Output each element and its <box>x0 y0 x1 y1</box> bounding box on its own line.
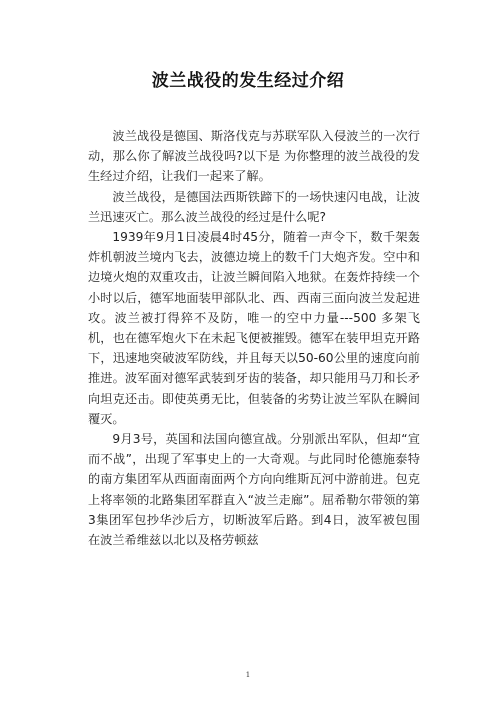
paragraph-war-declaration: 9月3号，英国和法国向德宣战。分别派出军队，但却“宣而不战”，出现了军事史上的一大奇观。与此同时伦德施泰特的南方集团军从西面南面两个方向向维斯瓦河中游前进。包克上将率领的北路集团军群直入“波兰走廊”。屈希勒尔带领的第3集团军包抄华沙后方，切断波军后路。到4日，波军被包围在波兰希维兹以北以及格劳顿兹 <box>88 432 420 548</box>
article-body <box>88 126 420 550</box>
page-title: 波兰战役的发生经过介绍 <box>151 71 345 91</box>
paragraph-invasion: 1939年9月1日凌晨4时45分，随着一声令下，数千架轰炸机朝波兰境内飞去，波德边境上的数千门大炮齐发。空中和边境火炮的双重攻击，让波兰瞬间陷入地狱。在轰炸持续一个小时以后，德军地面装甲部队北、西、西南三面向波兰发起进攻。波兰被打得猝不及防，唯一的空中力量---500 多架飞机，也在德军炮火下在未起飞便被摧毁。德军在装甲坦克开路下，迅速地突破波军防线，并且每天以50-60公里的速度向前推进。波军面对德军武装到牙齿的装备，却只能用马刀和长矛向坦克还击。即使英勇无比，但装备的劣势让波兰军队在瞬间覆灭。 <box>88 230 420 426</box>
page-number: 1 <box>245 671 251 679</box>
paragraph-question: 波兰战役，是德国法西斯铁蹄下的一场快速闪电战，让波兰迅速灭亡。那么波兰战役的经过是什么呢? <box>88 189 420 224</box>
paragraph-intro: 波兰战役是德国、斯洛伐克与苏联军队入侵波兰的一次行动，那么你了解波兰战役吗?以下是 为你整理的波兰战役的发生经过介绍，让我们一起来了解。 <box>88 129 420 184</box>
